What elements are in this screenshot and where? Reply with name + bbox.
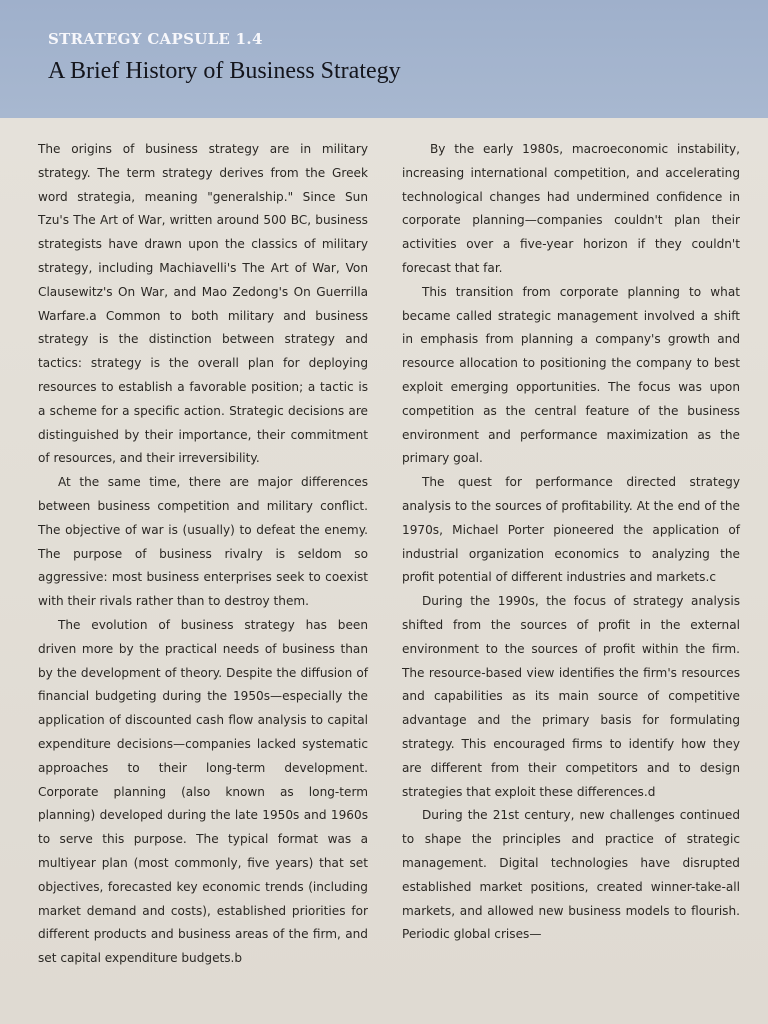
right-paragraph-3: The quest for performance directed strategy analysis to the sources of profitability. At the end of the 1970s, Michael Porter pioneered the application of industrial organization economics to analyzing the profit potential of different industries and markets.c: [402, 475, 740, 585]
left-column: [38, 138, 368, 971]
capsule-title: A Brief History of Business Strategy: [48, 58, 401, 84]
capsule-header-banner: [0, 0, 768, 118]
left-paragraph-3: The evolution of business strategy has been driven more by the practical needs of business than by the development of theory. Despite the diffusion of financial budgeting during the 1950s—especially the application of discounted cash flow analysis to capital expenditure decisions—companies lacked systematic approaches to their long-term development. Corporate planning (also known as long-term planning) developed during the late 1950s and 1960s to serve this purpose. The typical format was a multiyear plan (most commonly, five years) that set objectives, forecasted key economic trends (including market demand and costs), established priorities for different products and business areas of the firm, and set capital expenditure budgets.b: [38, 617, 368, 966]
right-paragraph-1: By the early 1980s, macroeconomic instability, increasing international competition, and accelerating technological changes had undermined confidence in corporate planning—companies couldn't plan their activities over a five-year horizon if they couldn't forecast that far.: [402, 142, 740, 275]
right-column: [402, 138, 740, 947]
capsule-label: STRATEGY CAPSULE 1.4: [48, 30, 263, 48]
left-paragraph-2: At the same time, there are major differences between business competition and military conflict. The objective of war is (usually) to defeat the enemy. The purpose of business rivalry is seldom so aggressive: most business enterprises seek to coexist with their rivals rather than to destroy them.: [38, 475, 368, 609]
right-paragraph-2: This transition from corporate planning to what became called strategic management involved a shift in emphasis from planning a company's growth and resource allocation to positioning the company to best exploit emerging opportunities. The focus was upon competition as the central feature of the business environment and performance maximization as the primary goal.: [402, 284, 740, 466]
right-paragraph-5: During the 21st century, new challenges continued to shape the principles and practice of strategic management. Digital technologies have disrupted established market positions, created winner-take-all markets, and allowed new business models to flourish. Periodic global crises—: [402, 808, 740, 942]
left-paragraph-1: The origins of business strategy are in military strategy. The term strategy derives from the Greek word strategia, meaning "generalship." Since Sun Tzu's The Art of War, written around 500 BC, business strategists have drawn upon the classics of military strategy, including Machiavelli's The Art of War, Von Clausewitz's On War, and Mao Zedong's On Guerrilla Warfare.a Common to both military and business strategy is the distinction between strategy and tactics: strategy is the overall plan for deploying resources to establish a favorable position; a tactic is a scheme for a specific action. Strategic decisions are distinguished by their importance, their commitment of resources, and their irreversibility.: [38, 142, 368, 466]
right-paragraph-4: During the 1990s, the focus of strategy analysis shifted from the sources of profit in the external environment to the sources of profit within the firm. The resource-based view identifies the firm's resources and capabilities as its main source of competitive advantage and the primary basis for formulating strategy. This encouraged firms to identify how they are different from their competitors and to design strategies that exploit these differences.d: [402, 594, 740, 799]
